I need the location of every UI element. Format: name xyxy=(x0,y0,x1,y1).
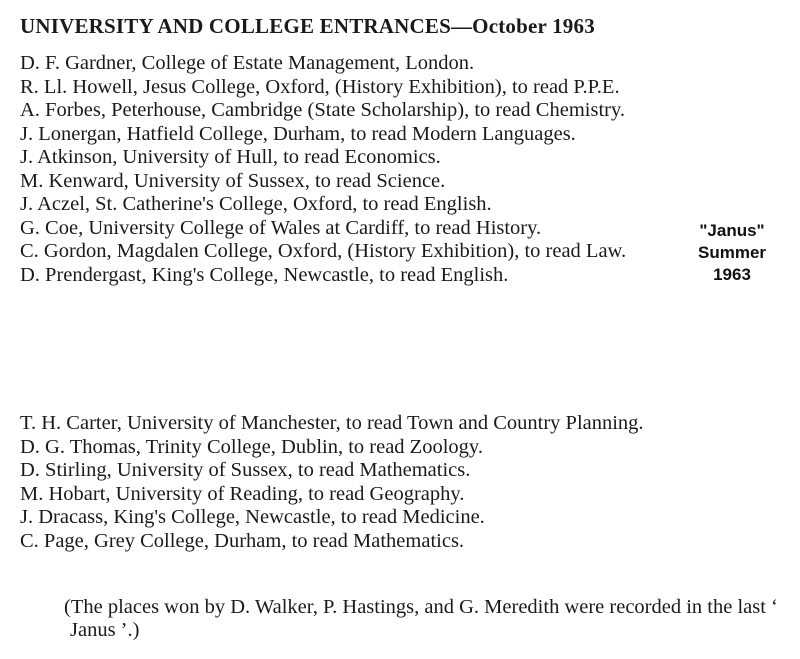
entrance-entry: T. H. Carter, University of Manchester, to read Town and Country Planning. xyxy=(20,412,644,434)
footnote: (The places won by D. Walker, P. Hastings, and G. Meredith were recorded in the last ‘ Janus ’.) xyxy=(64,596,778,641)
entrance-entry: G. Coe, University College of Wales at Cardiff, to read History. xyxy=(20,216,542,239)
entrance-entry: C. Page, Grey College, Durham, to read Mathematics. xyxy=(20,529,465,552)
entrance-list-1 xyxy=(20,52,770,287)
caption-line: Summer xyxy=(697,243,767,262)
entrance-entry: C. Gordon, Magdalen College, Oxford, (History Exhibition), to read Law. xyxy=(20,240,627,262)
entrance-entry: R. Ll. Howell, Jesus College, Oxford, (History Exhibition), to read P.P.E. xyxy=(20,75,620,98)
source-caption xyxy=(682,220,782,286)
caption-line: "Janus" xyxy=(699,221,765,240)
entrance-entry: D. Prendergast, King's College, Newcastle, to read English. xyxy=(20,263,509,286)
entrance-entry: J. Dracass, King's College, Newcastle, to read Medicine. xyxy=(20,506,485,528)
entrance-entry: J. Lonergan, Hatfield College, Durham, to read Modern Languages. xyxy=(20,122,576,145)
entrance-entry: J. Aczel, St. Catherine's College, Oxford, to read English. xyxy=(20,193,492,215)
entrance-entry: D. Stirling, University of Sussex, to read Mathematics. xyxy=(20,459,471,481)
entrance-entry: M. Kenward, University of Sussex, to read Science. xyxy=(20,169,446,192)
entrance-entry: D. F. Gardner, College of Estate Management, London. xyxy=(20,52,475,74)
entrance-list-2 xyxy=(20,412,770,553)
entrance-entry: M. Hobart, University of Reading, to read Geography. xyxy=(20,482,465,505)
entrance-entry: J. Atkinson, University of Hull, to read Economics. xyxy=(20,146,441,168)
entrance-entry: A. Forbes, Peterhouse, Cambridge (State Scholarship), to read Chemistry. xyxy=(20,99,626,121)
page-title: UNIVERSITY AND COLLEGE ENTRANCES—October 1963 xyxy=(20,14,595,38)
caption-line: 1963 xyxy=(713,265,751,284)
entrance-entry: D. G. Thomas, Trinity College, Dublin, to read Zoology. xyxy=(20,435,483,458)
